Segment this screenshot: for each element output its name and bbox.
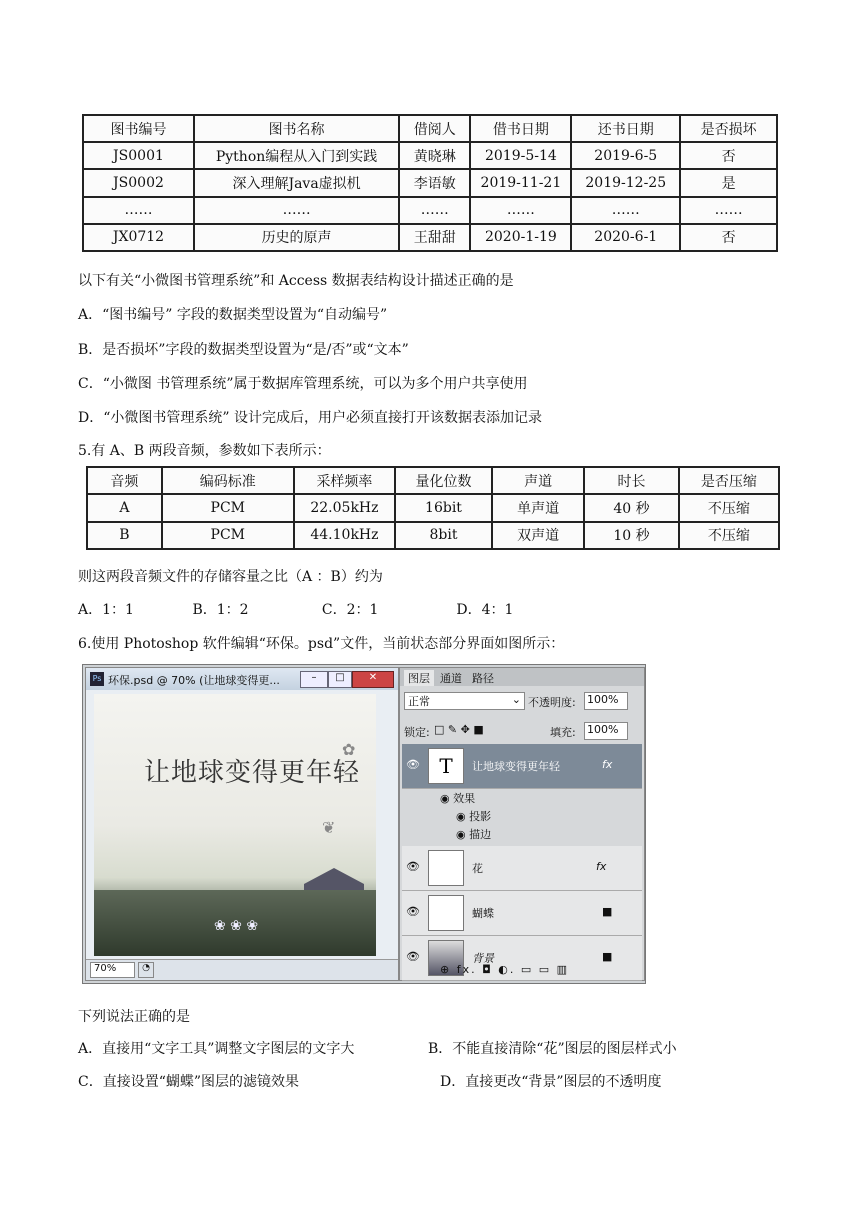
table-cell: 借书日期 — [470, 115, 571, 142]
zoom-field[interactable]: 70% — [90, 962, 135, 978]
table-cell: JS0002 — [83, 169, 194, 196]
minimize-button[interactable]: – — [300, 671, 328, 688]
table-cell: 否 — [680, 224, 777, 251]
table-cell: 黄晓琳 — [399, 142, 470, 169]
table-cell: B — [87, 522, 162, 549]
layer-name: 背景 — [472, 952, 494, 965]
document-window — [85, 667, 399, 981]
q6-question: 下列说法正确的是 — [78, 1009, 190, 1025]
table-header-row — [87, 467, 779, 494]
eye-icon[interactable]: 👁 — [406, 905, 420, 918]
opacity-label: 不透明度: — [528, 696, 576, 709]
q6-option-c: C．直接设置“蝴蝶”图层的滤镜效果 — [78, 1074, 300, 1090]
q6-option-d: D．直接更改“背景”图层的不透明度 — [440, 1074, 662, 1090]
table-cell: 单声道 — [492, 494, 584, 521]
canvas-text: 让地球变得更年轻 — [144, 758, 361, 788]
photoshop-figure — [82, 664, 646, 984]
q4-option-d: D．“小微图书管理系统” 设计完成后，用户必须直接打开该数据表添加记录 — [78, 410, 542, 426]
table-cell: 22.05kHz — [294, 494, 395, 521]
layers-panel — [399, 667, 645, 981]
table-cell: 8bit — [395, 522, 492, 549]
table-cell: 深入理解Java虚拟机 — [194, 169, 399, 196]
fill-field[interactable]: 100% — [584, 722, 628, 740]
layer-flower[interactable] — [402, 846, 642, 891]
table-cell: 10 秒 — [584, 522, 678, 549]
fx-icon: fx — [596, 860, 607, 873]
table-cell: 声道 — [492, 467, 584, 494]
table-cell: …… — [194, 197, 399, 224]
table-cell: 还书日期 — [571, 115, 680, 142]
eye-icon[interactable]: 👁 — [406, 950, 420, 963]
book-table — [82, 114, 778, 252]
table-cell: 图书编号 — [83, 115, 194, 142]
flower-icon: ❀ ❀ ❀ — [214, 918, 259, 934]
table-cell: 不压缩 — [679, 494, 779, 521]
effect-drop-shadow-text: 投影 — [469, 810, 492, 823]
text-layer-thumb: T — [428, 748, 464, 784]
table-cell: 2020-6-1 — [571, 224, 680, 251]
table-row — [83, 197, 777, 224]
tab-paths[interactable]: 路径 — [472, 672, 494, 685]
effect-stroke-text: 描边 — [469, 828, 492, 841]
table-row — [83, 169, 777, 196]
table-cell: 不压缩 — [679, 522, 779, 549]
status-menu-icon[interactable]: ◔ — [138, 962, 154, 978]
ps-app-icon: Ps — [90, 672, 104, 686]
table-cell: 图书名称 — [194, 115, 399, 142]
table-cell: 历史的原声 — [194, 224, 399, 251]
effects-label: ◉ 效果 — [440, 792, 476, 805]
table-row — [83, 142, 777, 169]
table-cell: PCM — [162, 522, 294, 549]
q5-question: 则这两段音频文件的存储容量之比（A ：B）约为 — [78, 569, 383, 585]
q5-stem: 5.有 A、B 两段音频，参数如下表所示： — [78, 443, 331, 459]
chevron-down-icon: ⌄ — [511, 693, 521, 706]
q4-option-c: C．“小微图 书管理系统”属于数据库管理系统，可以为多个用户共享使用 — [78, 376, 528, 392]
q5-option-d: D．4：1 — [456, 602, 514, 618]
eye-icon[interactable]: 👁 — [406, 860, 420, 873]
audio-table — [86, 466, 780, 550]
layer-text[interactable] — [402, 744, 642, 789]
q4-option-a: A．“图书编号” 字段的数据类型设置为“自动编号” — [78, 307, 388, 323]
tab-layers[interactable]: 图层 — [404, 670, 434, 686]
lock-icon: ■ — [602, 950, 613, 963]
tab-channels[interactable]: 通道 — [440, 672, 462, 685]
table-cell: …… — [399, 197, 470, 224]
q5-option-a: A．1：1 — [78, 602, 134, 618]
table-cell: 2019-12-25 — [571, 169, 680, 196]
butterfly-icon: ❦ — [322, 818, 336, 837]
table-cell: Python编程从入门到实践 — [194, 142, 399, 169]
opacity-field[interactable]: 100% — [584, 692, 628, 710]
layer-butterfly[interactable] — [402, 891, 642, 936]
table-cell: 2019-6-5 — [571, 142, 680, 169]
table-cell: 李语敏 — [399, 169, 470, 196]
effect-stroke[interactable]: ◉ 描边 — [456, 828, 492, 841]
q4-stem: 以下有关“小微图书管理系统”和 Access 数据表结构设计描述正确的是 — [78, 273, 514, 289]
table-row — [83, 224, 777, 251]
table-cell: 采样频率 — [294, 467, 395, 494]
table-cell: 编码标准 — [162, 467, 294, 494]
table-cell: 是否压缩 — [679, 467, 779, 494]
q5-options — [78, 599, 513, 619]
q4-option-b: B．是否损坏”字段的数据类型设置为“是/否”或“文本” — [78, 342, 409, 358]
eye-icon[interactable]: 👁 — [406, 758, 420, 771]
layer-name: 让地球变得更年轻 — [472, 760, 560, 773]
table-cell: 是 — [680, 169, 777, 196]
table-cell: 双声道 — [492, 522, 584, 549]
table-cell: 时长 — [584, 467, 678, 494]
layer-name: 蝴蝶 — [472, 907, 494, 920]
q6-stem: 6.使用 Photoshop 软件编辑“环保。psd”文件，当前状态部分界面如图所示： — [78, 636, 565, 652]
table-cell: …… — [571, 197, 680, 224]
table-cell: 44.10kHz — [294, 522, 395, 549]
table-cell: JX0712 — [83, 224, 194, 251]
table-cell: JS0001 — [83, 142, 194, 169]
table-cell: …… — [680, 197, 777, 224]
butterfly-icon: ✿ — [342, 740, 356, 759]
table-cell: 借阅人 — [399, 115, 470, 142]
table-cell: 2020-1-19 — [470, 224, 571, 251]
lock-icon: ■ — [602, 905, 613, 918]
table-row — [87, 522, 779, 549]
q5-option-b: B．1：2 — [192, 602, 249, 618]
close-button[interactable]: ✕ — [352, 671, 394, 688]
panel-tabs — [400, 668, 644, 686]
table-header-row — [83, 115, 777, 142]
effect-drop-shadow[interactable]: ◉ 投影 — [456, 810, 492, 823]
maximize-button[interactable]: □ — [328, 671, 352, 688]
effects-text: 效果 — [453, 792, 476, 805]
table-cell: 2019-5-14 — [470, 142, 571, 169]
q6-option-b: B．不能直接清除“花”图层的图层样式小 — [428, 1041, 677, 1057]
document-titlebar — [86, 668, 398, 690]
lock-label: 锁定: — [404, 726, 430, 739]
fill-label: 填充: — [550, 726, 576, 739]
q5-option-c: C．2：1 — [321, 602, 379, 618]
table-row — [87, 494, 779, 521]
panel-bottom-icons[interactable]: ⊕ fx. ◘ ◐. ▭ ▭ ▥ — [440, 963, 570, 976]
layer-thumb — [428, 850, 464, 886]
table-cell: …… — [470, 197, 571, 224]
q6-option-a: A．直接用“文字工具”调整文字图层的文字大 — [78, 1041, 355, 1057]
document-statusbar — [86, 959, 398, 980]
table-cell: 2019-11-21 — [470, 169, 571, 196]
layer-thumb — [428, 895, 464, 931]
table-cell: PCM — [162, 494, 294, 521]
table-cell: 16bit — [395, 494, 492, 521]
table-cell: 是否损坏 — [680, 115, 777, 142]
lock-icons[interactable]: □ ✎ ✥ ■ — [434, 723, 484, 736]
canvas[interactable] — [94, 694, 376, 956]
blend-mode-value: 正常 — [408, 695, 430, 708]
table-cell: 音频 — [87, 467, 162, 494]
table-cell: 王甜甜 — [399, 224, 470, 251]
document-title: 环保.psd @ 70% (让地球变得更... — [108, 674, 280, 687]
fx-icon: fx — [602, 758, 613, 771]
table-cell: A — [87, 494, 162, 521]
blend-mode-select[interactable] — [404, 692, 525, 710]
table-cell: 40 秒 — [584, 494, 678, 521]
layer-name: 花 — [472, 862, 483, 875]
table-cell: 否 — [680, 142, 777, 169]
table-cell: 量化位数 — [395, 467, 492, 494]
table-cell: …… — [83, 197, 194, 224]
